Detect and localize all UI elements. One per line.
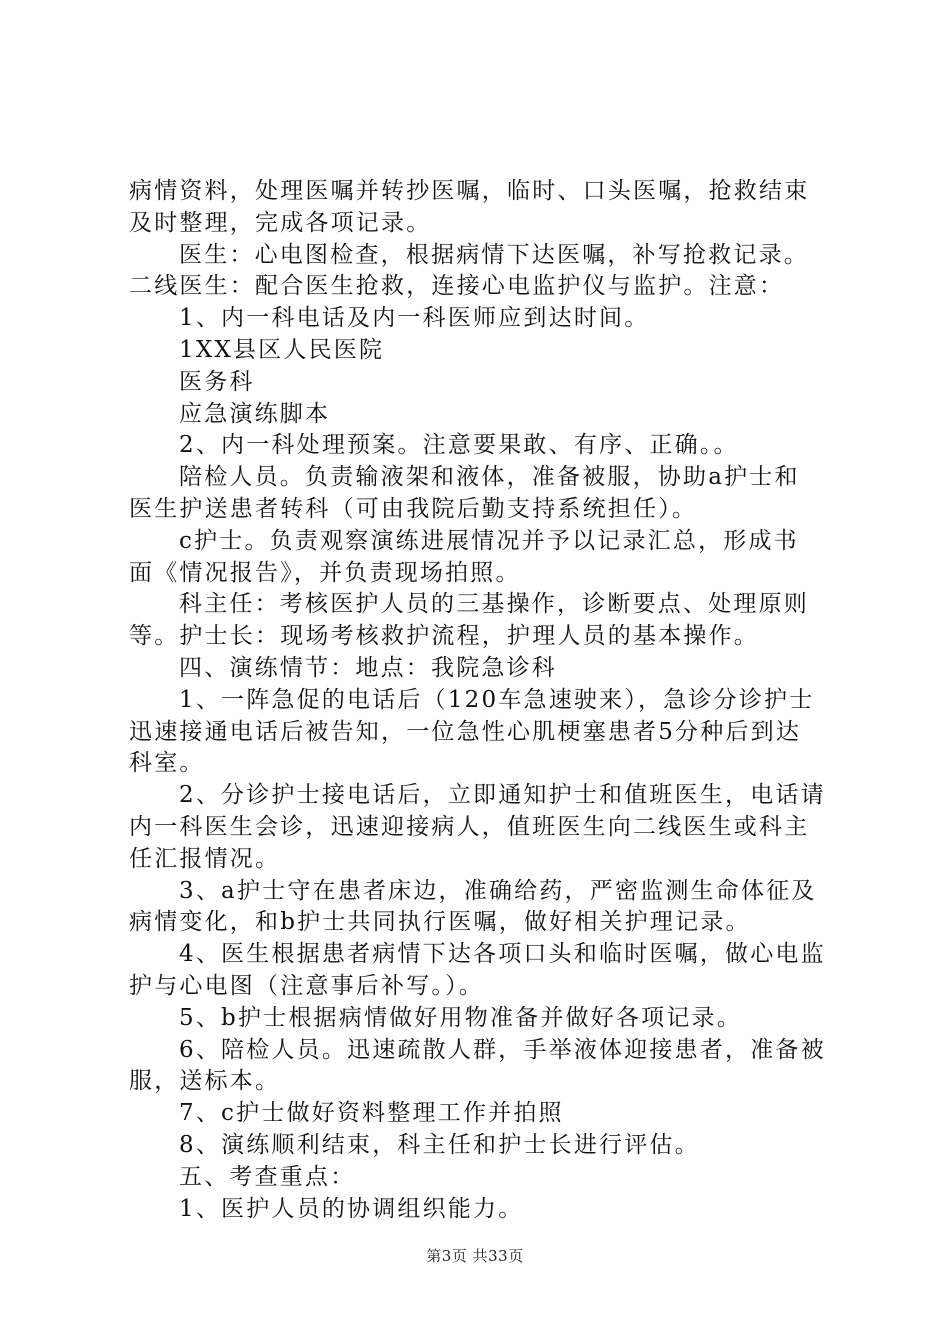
text-line: 8、演练顺利结束，科主任和护士长进行评估。 bbox=[179, 1131, 700, 1158]
text-line: 1XX县区人民医院 bbox=[179, 336, 385, 363]
text-line: 服，送标本。 bbox=[129, 1068, 281, 1095]
text-line: 及时整理，完成各项记录。 bbox=[129, 209, 432, 236]
text-line: 五、考查重点： bbox=[179, 1163, 356, 1190]
text-line: 医生：心电图检查，根据病情下达医嘱，补写抢救记录。 bbox=[179, 241, 809, 268]
text-line: 科室。 bbox=[129, 750, 205, 777]
text-line: 护与心电图（注意事后补写。）。 bbox=[129, 972, 484, 999]
page-footer: 第3页 共33页 bbox=[426, 1247, 524, 1265]
text-line: 1、医护人员的协调组织能力。 bbox=[179, 1195, 524, 1222]
text-line: 科主任：考核医护人员的三基操作，诊断要点、处理原则 bbox=[179, 591, 809, 618]
text-line: 6、陪检人员。迅速疏散人群，手举液体迎接患者，准备被 bbox=[179, 1036, 826, 1063]
text-line: 5、b护士根据病情做好用物准备并做好各项记录。 bbox=[179, 1004, 742, 1031]
text-line: 病情变化，和b护士共同执行医嘱，做好相关护理记录。 bbox=[129, 909, 751, 936]
text-line: 2、分诊护士接电话后，立即通知护士和值班医生，电话请 bbox=[179, 782, 826, 809]
text-line: 陪检人员。负责输液架和液体，准备被服，协助a护士和 bbox=[179, 464, 800, 491]
text-line: 4、医生根据患者病情下达各项口头和临时医嘱，做心电监 bbox=[179, 941, 826, 968]
text-line: 病情资料，处理医嘱并转抄医嘱，临时、口头医嘱，抢救结束 bbox=[129, 178, 810, 204]
document-body bbox=[129, 176, 829, 1225]
text-line: 面《情况报告》，并负责现场拍照。 bbox=[129, 559, 521, 586]
text-line: 医生护送患者转科（可由我院后勤支持系统担任）。 bbox=[129, 495, 698, 522]
text-line: 等。护士长：现场考核救护流程，护理人员的基本操作。 bbox=[129, 623, 759, 650]
text-line: 2、内一科处理预案。注意要果敢、有序、正确。。 bbox=[179, 432, 739, 459]
text-line: 1、内一科电话及内一科医师应到达时间。 bbox=[179, 305, 650, 332]
text-line: 3、a护士守在患者床边，准确给药，严密监测生命体征及 bbox=[179, 877, 817, 904]
text-line: 医务科 bbox=[179, 368, 255, 395]
text-line: 迅速接通电话后被告知，一位急性心肌梗塞患者5分种后到达 bbox=[129, 718, 802, 745]
text-line: 7、c护士做好资料整理工作并拍照 bbox=[179, 1100, 564, 1127]
text-line: 1、一阵急促的电话后（120车急速驶来），急诊分诊护士 bbox=[179, 686, 815, 713]
text-line: 内一科医生会诊，迅速迎接病人，值班医生向二线医生或科主 bbox=[129, 813, 810, 840]
text-line: 任汇报情况。 bbox=[129, 845, 281, 872]
text-line: 二线医生：配合医生抢救，连接心电监护仪与监护。注意： bbox=[129, 273, 785, 300]
text-line: c护士。负责观察演练进展情况并予以记录汇总，形成书 bbox=[179, 527, 799, 554]
text-line: 四、演练情节：地点：我院急诊科 bbox=[179, 654, 557, 681]
text-line: 应急演练脚本 bbox=[179, 400, 331, 427]
